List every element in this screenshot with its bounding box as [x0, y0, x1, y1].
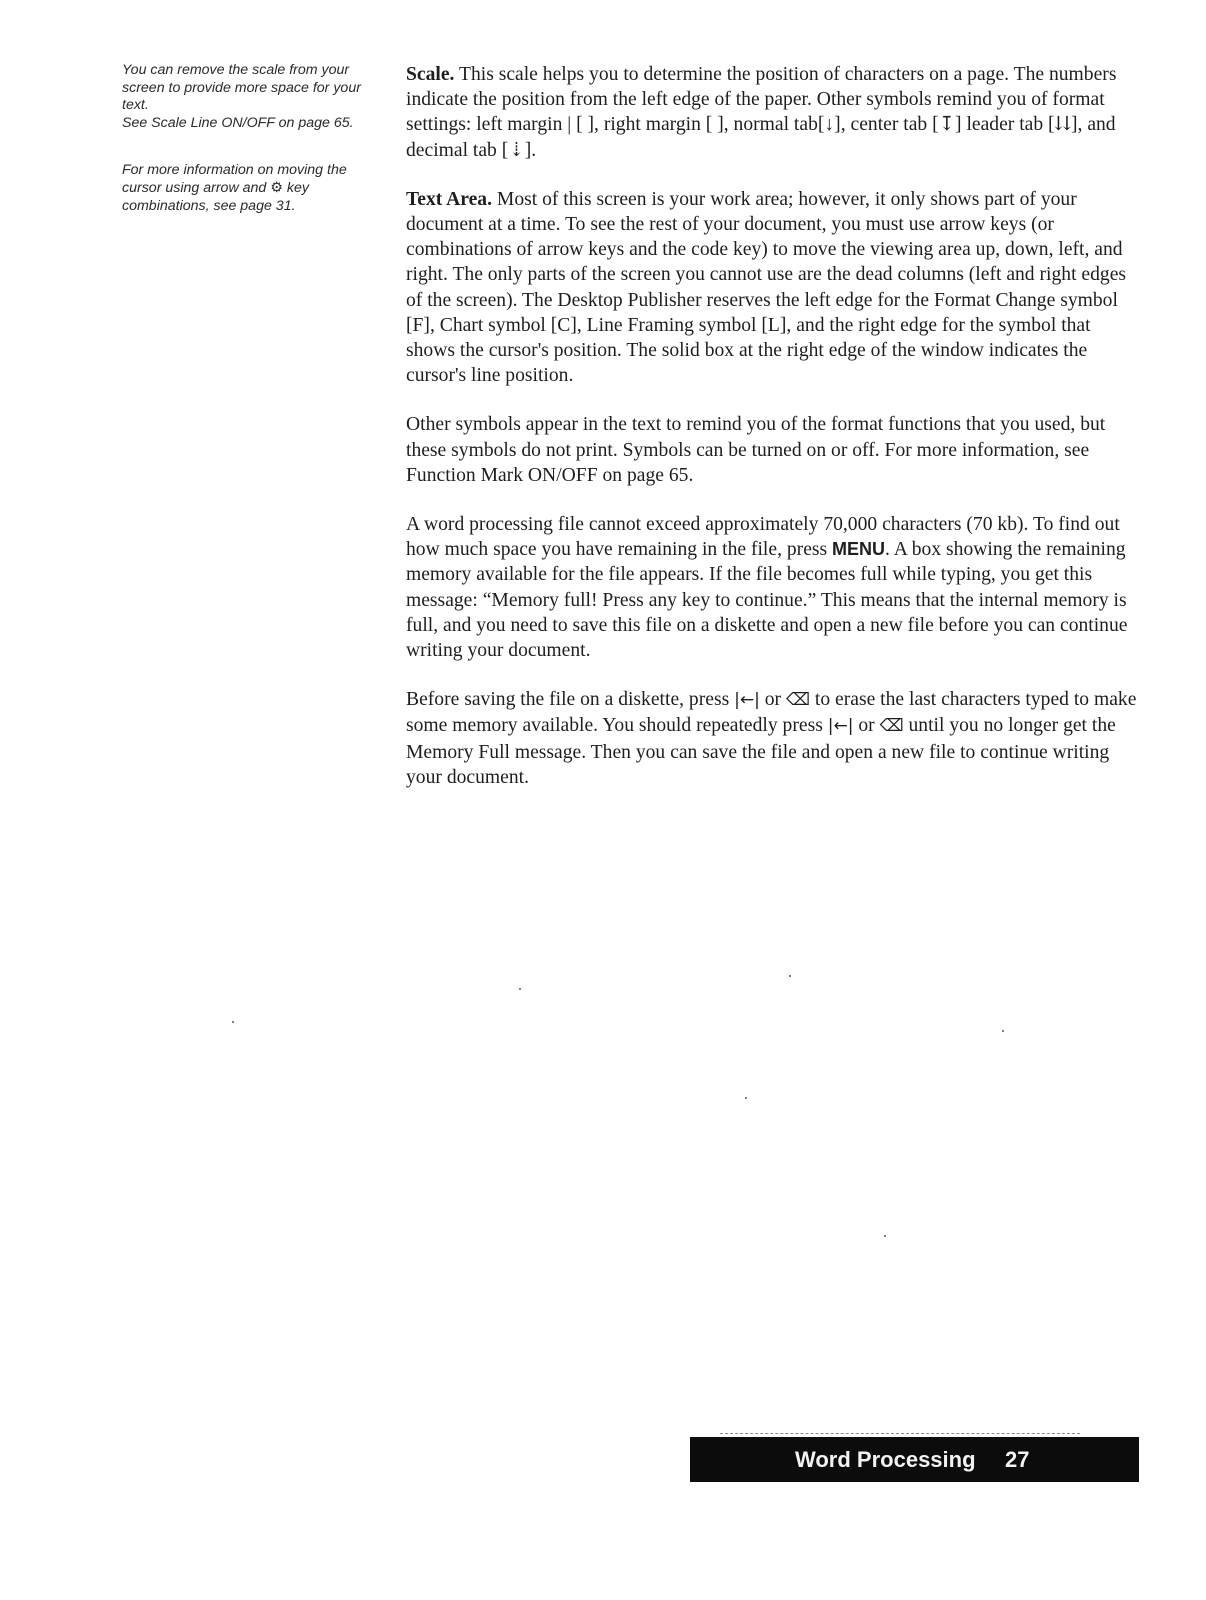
scan-speck	[232, 1021, 234, 1023]
heading-text-area: Text Area.	[406, 188, 492, 210]
scan-speck	[789, 975, 791, 977]
backspace-key-icon: |←|	[827, 716, 854, 737]
margin-note-cursor	[122, 162, 384, 215]
menu-key: MENU	[832, 539, 886, 560]
note-line: For more information on moving the cursor using arrow and ⚙ key combinations, see page 31.	[122, 162, 347, 214]
delete-key-icon: ⌫	[879, 716, 904, 737]
paragraph-scale	[406, 62, 1140, 163]
backspace-key-icon: |←|	[734, 690, 760, 711]
note-line: See Scale Line ON/OFF on page 65.	[122, 114, 354, 131]
margin-notes	[122, 62, 384, 245]
body-text-area: Most of this screen is your work area; however, it only shows part of your document at a time. To see the rest of your document, you must use arrow keys (or combinations of arrow keys and the code key) to move the viewing area up, down, left, and right. The only parts of the screen you cannot use are the dead columns (left and right edges of the screen). The Desktop Publisher reserves the left edge for the Format Change symbol [F], Chart symbol [C], Line Framing symbol [L], and the right edge for the symbol that shows the cursor's position. The solid box at the right edge of the window indicates the cursor's line position.	[406, 188, 1127, 387]
paragraph-symbols: Other symbols appear in the text to remind you of the format functions that you used, but these symbols do not print. Symbols can be turned on or off. For more information, see Function Mark ON/OFF on page 65.	[406, 414, 1106, 486]
saving-text-1: Before saving the file on a diskette, press	[406, 689, 735, 711]
paragraph-memory	[406, 512, 1140, 663]
note-line: You can remove the scale from your screen to provide more space for your text.	[122, 62, 361, 114]
saving-text-3: until you no longer get the Memory Full message. Then you can save the file and open a new file to continue writing your document.	[406, 715, 1116, 788]
footer-section-title: Word Processing	[795, 1446, 976, 1472]
body-scale: This scale helps you to determine the position of characters on a page. The numbers indicate the position from the left edge of the paper. Other symbols remind you of format settings: left margin | [ ], right margin [ ], normal tab[↓], center tab [↧] leader tab [⇊], and decimal tab [⇣].	[406, 64, 1117, 161]
scan-speck	[745, 1097, 747, 1099]
main-text	[406, 62, 1140, 814]
scan-speck	[884, 1235, 886, 1237]
saving-text-2: to erase the last characters typed to make some memory available. You should repeatedly press	[406, 689, 1137, 737]
footer-rule	[720, 1433, 1080, 1435]
footer-bar	[690, 1437, 1139, 1482]
heading-scale: Scale.	[406, 64, 455, 85]
scan-speck	[1002, 1030, 1004, 1032]
paragraph-text-area	[406, 187, 1140, 389]
page-number: 27	[1005, 1446, 1030, 1472]
paragraph-saving	[406, 687, 1140, 790]
margin-note-scale	[122, 62, 384, 132]
memory-text-1: A word processing file cannot exceed approximately 70,000 characters (70 kb). To find out how much space you have remaining in the file, press	[406, 514, 1120, 561]
delete-key-icon: ⌫	[785, 690, 810, 711]
saving-or-2: or	[853, 715, 880, 737]
scan-speck	[519, 988, 521, 990]
saving-or-1: or	[759, 689, 786, 711]
memory-text-2: . A box showing the remaining memory available for the file appears. If the file becomes full while typing, you get this message: “Memory full! Press any key to continue.” This means that the internal memory is full, and you need to save this file on a diskette and open a new file before you can continue writing your document.	[406, 539, 1128, 662]
